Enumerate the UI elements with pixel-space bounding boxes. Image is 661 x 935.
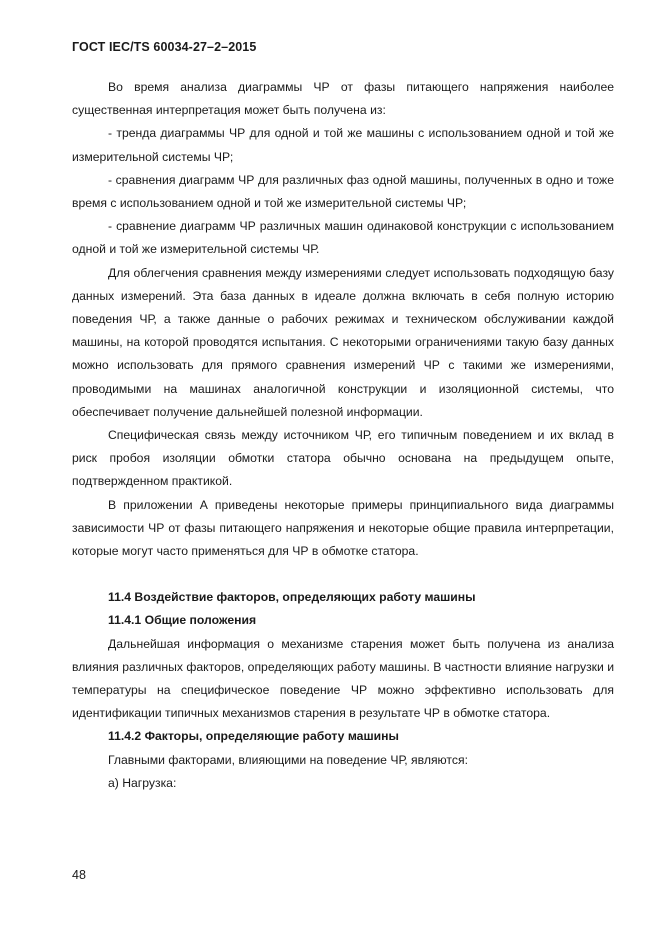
list-item-machines: - сравнение диаграмм ЧР различных машин одинаковой конструкции с использованием одной и той же измерительной системы ЧР. xyxy=(72,219,614,257)
paragraph-aging: Дальнейшая информация о механизме старения может быть получена из анализа влияния различных факторов, определяющих работу машины. В частности влияние нагрузки и температуры на специфическое поведение ЧР можно эффективно использовать для идентификации типичных механизмов старения в результате ЧР в обмотке статора. xyxy=(72,636,614,721)
section-gap xyxy=(72,563,614,586)
paragraph-appendix: В приложении А приведены некоторые примеры принципиального вида диаграммы зависимости ЧР от фазы питающего напряжения и некоторые общие правила интерпретации, которые могут часто применяться для ЧР в обмотке статора. xyxy=(72,497,614,559)
document-body xyxy=(72,76,614,795)
list-item-trend: - тренда диаграммы ЧР для одной и той же машины с использованием одной и той же измерительной системы ЧР; xyxy=(72,126,614,164)
paragraph-specific-link: Специфическая связь между источником ЧР, его типичным поведением и их вклад в риск пробоя изоляции обмотки статора обычно основана на предыдущем опыте, подтвержденном практикой. xyxy=(72,428,614,489)
section-heading-11-4: 11.4 Воздействие факторов, определяющих работу машины xyxy=(108,590,476,605)
section-heading-11-4-1: 11.4.1 Общие положения xyxy=(108,613,257,628)
page-number: 48 xyxy=(72,868,86,882)
paragraph-database: Для облегчения сравнения между измерениями следует использовать подходящую базу данных измерений. Эта база данных в идеале должна включать в себя полную историю поведения ЧР, а также данные о рабочих режимах и техническом обслуживании каждой машины, на которой проводятся испытания. С некоторыми ограничениями такую базу данных можно использовать для прямого сравнения измерений ЧР с такими же измерениями, проводимыми на машинах аналогичной конструкции и изоляционной системы, что обеспечивает получение дальнейшей полезной информации. xyxy=(72,265,614,419)
document-header: ГОСТ IEC/TS 60034-27–2–2015 xyxy=(72,40,257,54)
list-item-load: а) Нагрузка: xyxy=(108,775,177,790)
section-heading-11-4-2: 11.4.2 Факторы, определяющие работу машины xyxy=(108,729,399,744)
paragraph-intro: Во время анализа диаграммы ЧР от фазы питающего напряжения наиболее существенная интерпретация может быть получена из: xyxy=(72,80,614,118)
paragraph-main-factors: Главными факторами, влияющими на поведение ЧР, являются: xyxy=(108,752,468,767)
list-item-phases: - сравнения диаграмм ЧР для различных фаз одной машины, полученных в одно и тоже время с использованием одной и той же измерительной системы ЧР; xyxy=(72,172,614,211)
